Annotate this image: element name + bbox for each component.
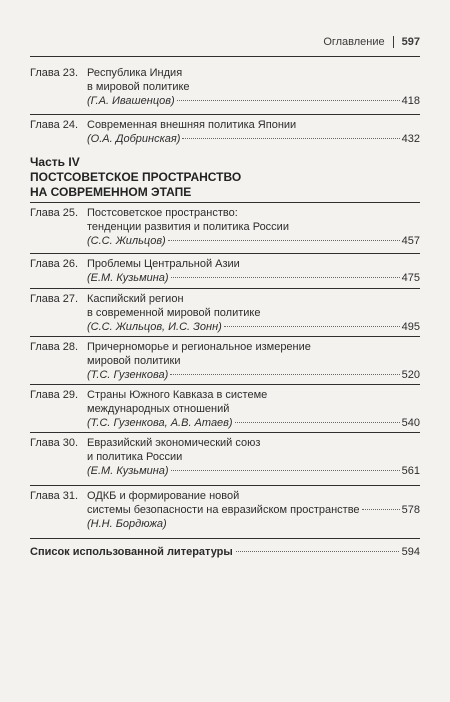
toc-entry-author: (Т.С. Гузенкова) — [87, 369, 169, 381]
header-divider — [393, 36, 394, 48]
toc-entry-label: Глава 26. — [30, 258, 79, 270]
toc-entry-30[interactable] — [30, 436, 420, 478]
toc-entry-23[interactable] — [30, 66, 420, 108]
toc-entry-label: Глава 24. — [30, 119, 79, 131]
toc-entry-title: Современная внешняя политика Японии — [87, 119, 297, 131]
header-rule — [30, 56, 420, 57]
entry-divider — [30, 538, 420, 539]
toc-entry-31[interactable] — [30, 489, 420, 531]
toc-entry-page: 520 — [401, 369, 420, 381]
toc-entry-title: Проблемы Центральной Азии — [87, 258, 240, 270]
toc-entry-title: тенденции развития и политика России — [87, 221, 289, 233]
part-number: Часть IV — [30, 155, 80, 169]
toc-entry-author: (Е.М. Кузьмина) — [87, 272, 169, 284]
header-section: Оглавление — [323, 36, 385, 48]
part-heading — [30, 155, 241, 200]
toc-entry-author: (Т.С. Гузенкова, А.В. Атаев) — [87, 417, 233, 429]
dot-leader — [236, 551, 399, 552]
toc-entry-author: (Н.Н. Бордюжа) — [87, 518, 167, 530]
toc-entry-26[interactable] — [30, 257, 420, 285]
dot-leader — [182, 138, 399, 139]
toc-entry-title: Причерноморье и региональное измерение — [87, 341, 311, 353]
bibliography-page: 594 — [401, 546, 420, 558]
toc-entry-page: 432 — [401, 133, 420, 145]
dot-leader — [362, 509, 400, 510]
entry-divider — [30, 114, 420, 115]
toc-entry-title: Евразийский экономический союз — [87, 437, 261, 449]
part-title: НА СОВРЕМЕННОМ ЭТАПЕ — [30, 185, 192, 199]
toc-entry-29[interactable] — [30, 388, 420, 430]
dot-leader — [171, 277, 400, 278]
entry-divider — [30, 288, 420, 289]
toc-entry-title: международных отношений — [87, 403, 230, 415]
toc-entry-bibliography[interactable] — [30, 545, 420, 559]
entry-divider — [30, 485, 420, 486]
toc-entry-title: Страны Южного Кавказа в системе — [87, 389, 268, 401]
toc-entry-page: 540 — [401, 417, 420, 429]
toc-entry-title: системы безопасности на евразийском пространстве — [87, 504, 360, 516]
dot-leader — [168, 240, 400, 241]
dot-leader — [224, 326, 400, 327]
toc-entry-title: в мировой политике — [87, 81, 190, 93]
toc-entry-label: Глава 29. — [30, 389, 79, 401]
bibliography-title: Список использованной литературы — [30, 546, 233, 558]
toc-entry-title: мировой политики — [87, 355, 181, 367]
toc-entry-title: и политика России — [87, 451, 183, 463]
toc-entry-page: 561 — [401, 465, 420, 477]
toc-entry-author: (С.С. Жильцов, И.С. Зонн) — [87, 321, 222, 333]
toc-entry-label: Глава 27. — [30, 293, 79, 305]
toc-entry-label: Глава 25. — [30, 207, 79, 219]
toc-entry-25[interactable] — [30, 206, 420, 248]
running-header — [323, 36, 420, 48]
toc-entry-28[interactable] — [30, 340, 420, 382]
toc-entry-label: Глава 30. — [30, 437, 79, 449]
toc-entry-author: (Е.М. Кузьмина) — [87, 465, 169, 477]
toc-entry-author: (Г.А. Ивашенцов) — [87, 95, 175, 107]
toc-entry-label: Глава 23. — [30, 67, 79, 79]
toc-entry-title: Постсоветское пространство: — [87, 207, 238, 219]
toc-entry-24[interactable] — [30, 118, 420, 146]
toc-entry-title: ОДКБ и формирование новой — [87, 490, 240, 502]
toc-entry-page: 495 — [401, 321, 420, 333]
toc-entry-label: Глава 28. — [30, 341, 79, 353]
entry-divider — [30, 384, 420, 385]
toc-entry-author: (О.А. Добринская) — [87, 133, 181, 145]
dot-leader — [235, 422, 400, 423]
entry-divider — [30, 253, 420, 254]
entry-divider — [30, 336, 420, 337]
toc-entry-title: Республика Индия — [87, 67, 183, 79]
dot-leader — [170, 374, 399, 375]
part-title: ПОСТСОВЕТСКОЕ ПРОСТРАНСТВО — [30, 170, 242, 184]
toc-entry-title: Каспийский регион — [87, 293, 184, 305]
dot-leader — [177, 100, 400, 101]
toc-entry-page: 457 — [401, 235, 420, 247]
toc-entry-author: (С.С. Жильцов) — [87, 235, 166, 247]
part-rule — [30, 202, 420, 203]
toc-entry-page: 475 — [401, 272, 420, 284]
toc-entry-title: в современной мировой политике — [87, 307, 261, 319]
toc-entry-27[interactable] — [30, 292, 420, 334]
dot-leader — [171, 470, 400, 471]
toc-entry-page: 578 — [401, 504, 420, 516]
entry-divider — [30, 432, 420, 433]
header-page-number: 597 — [401, 36, 420, 48]
toc-entry-page: 418 — [401, 95, 420, 107]
toc-entry-label: Глава 31. — [30, 490, 79, 502]
